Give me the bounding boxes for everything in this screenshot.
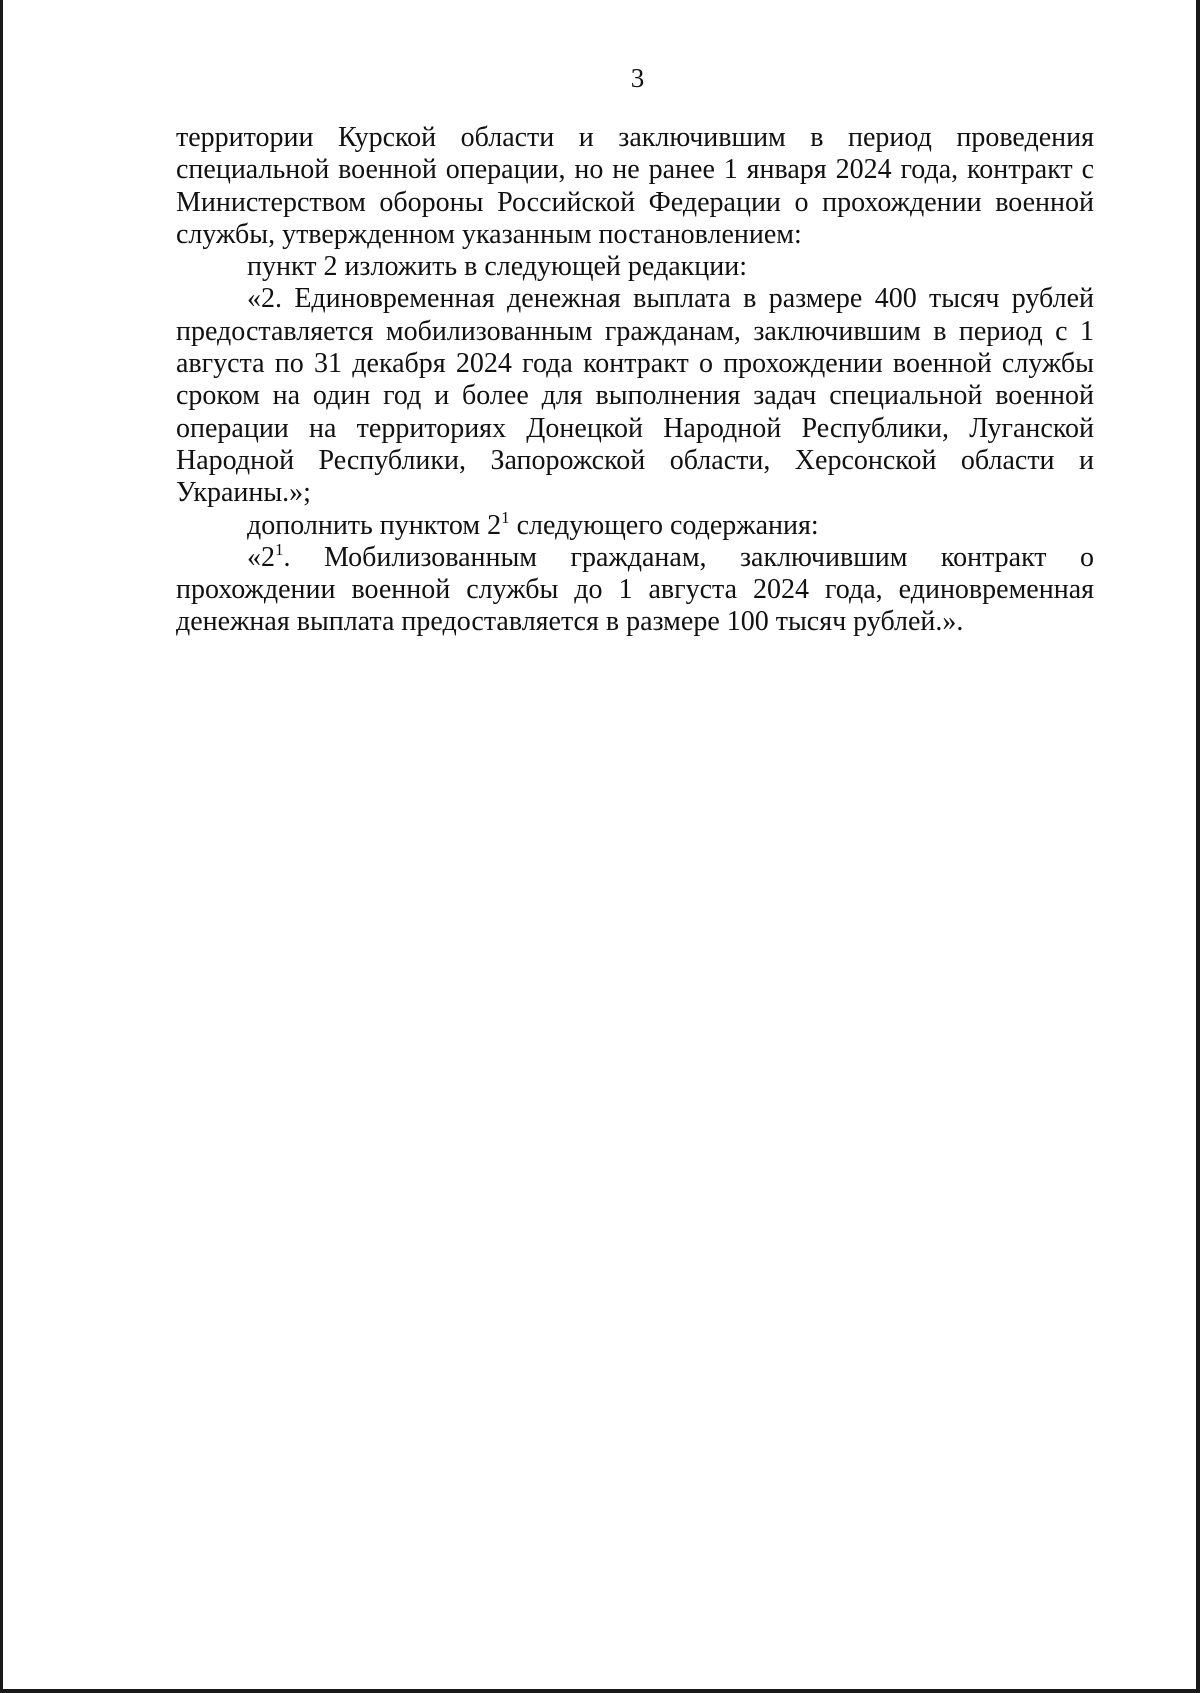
superscript-marker: 1 bbox=[501, 507, 510, 527]
page-number: 3 bbox=[630, 63, 645, 93]
paragraph-point-2-text: «2. Единовременная денежная выплата в размере 400 тысяч рублей предоставляется мобилизованным гражданам, заключившим в период с 1 августа по 31 декабря 2024 года контракт о прохождении военной службы сроком на один год и более для выполнения задач специальной военной операции на территориях Донецкой Народной Республики, Луганской Народной Республики, Запорожской области, Херсонской области и Украины.»; bbox=[176, 283, 1094, 509]
scan-border-left bbox=[0, 0, 3, 1693]
paragraph-add-point-2-1 bbox=[176, 507, 1094, 542]
paragraph-text-part: дополнить пунктом 2 bbox=[247, 509, 502, 541]
paragraph-text-part: следующего содержания: bbox=[509, 509, 819, 541]
scan-border-right bbox=[1196, 0, 1200, 1693]
superscript-marker: 1 bbox=[275, 539, 284, 559]
paragraph-point-2-1-text bbox=[176, 539, 1094, 639]
scan-border-bottom bbox=[0, 1689, 1200, 1693]
paragraph-continuation: территории Курской области и заключившим в период проведения специальной военной операции, но не ранее 1 января 2024 года, контракт с Министерством обороны Российской Федерации о прохождении военной службы, утвержденном указанным постановлением: bbox=[176, 122, 1094, 250]
paragraph-amend-point-2: пункт 2 изложить в следующей редакции: bbox=[247, 251, 747, 283]
paragraph-text-part: «2 bbox=[247, 541, 275, 573]
paragraph-text-part: . Мобилизованным гражданам, заключившим контракт о прохождении военной службы до 1 августа 2024 года, единовременная денежная выплата предоставляется в размере 100 тысяч рублей.». bbox=[176, 541, 1094, 638]
document-body bbox=[176, 122, 1094, 639]
